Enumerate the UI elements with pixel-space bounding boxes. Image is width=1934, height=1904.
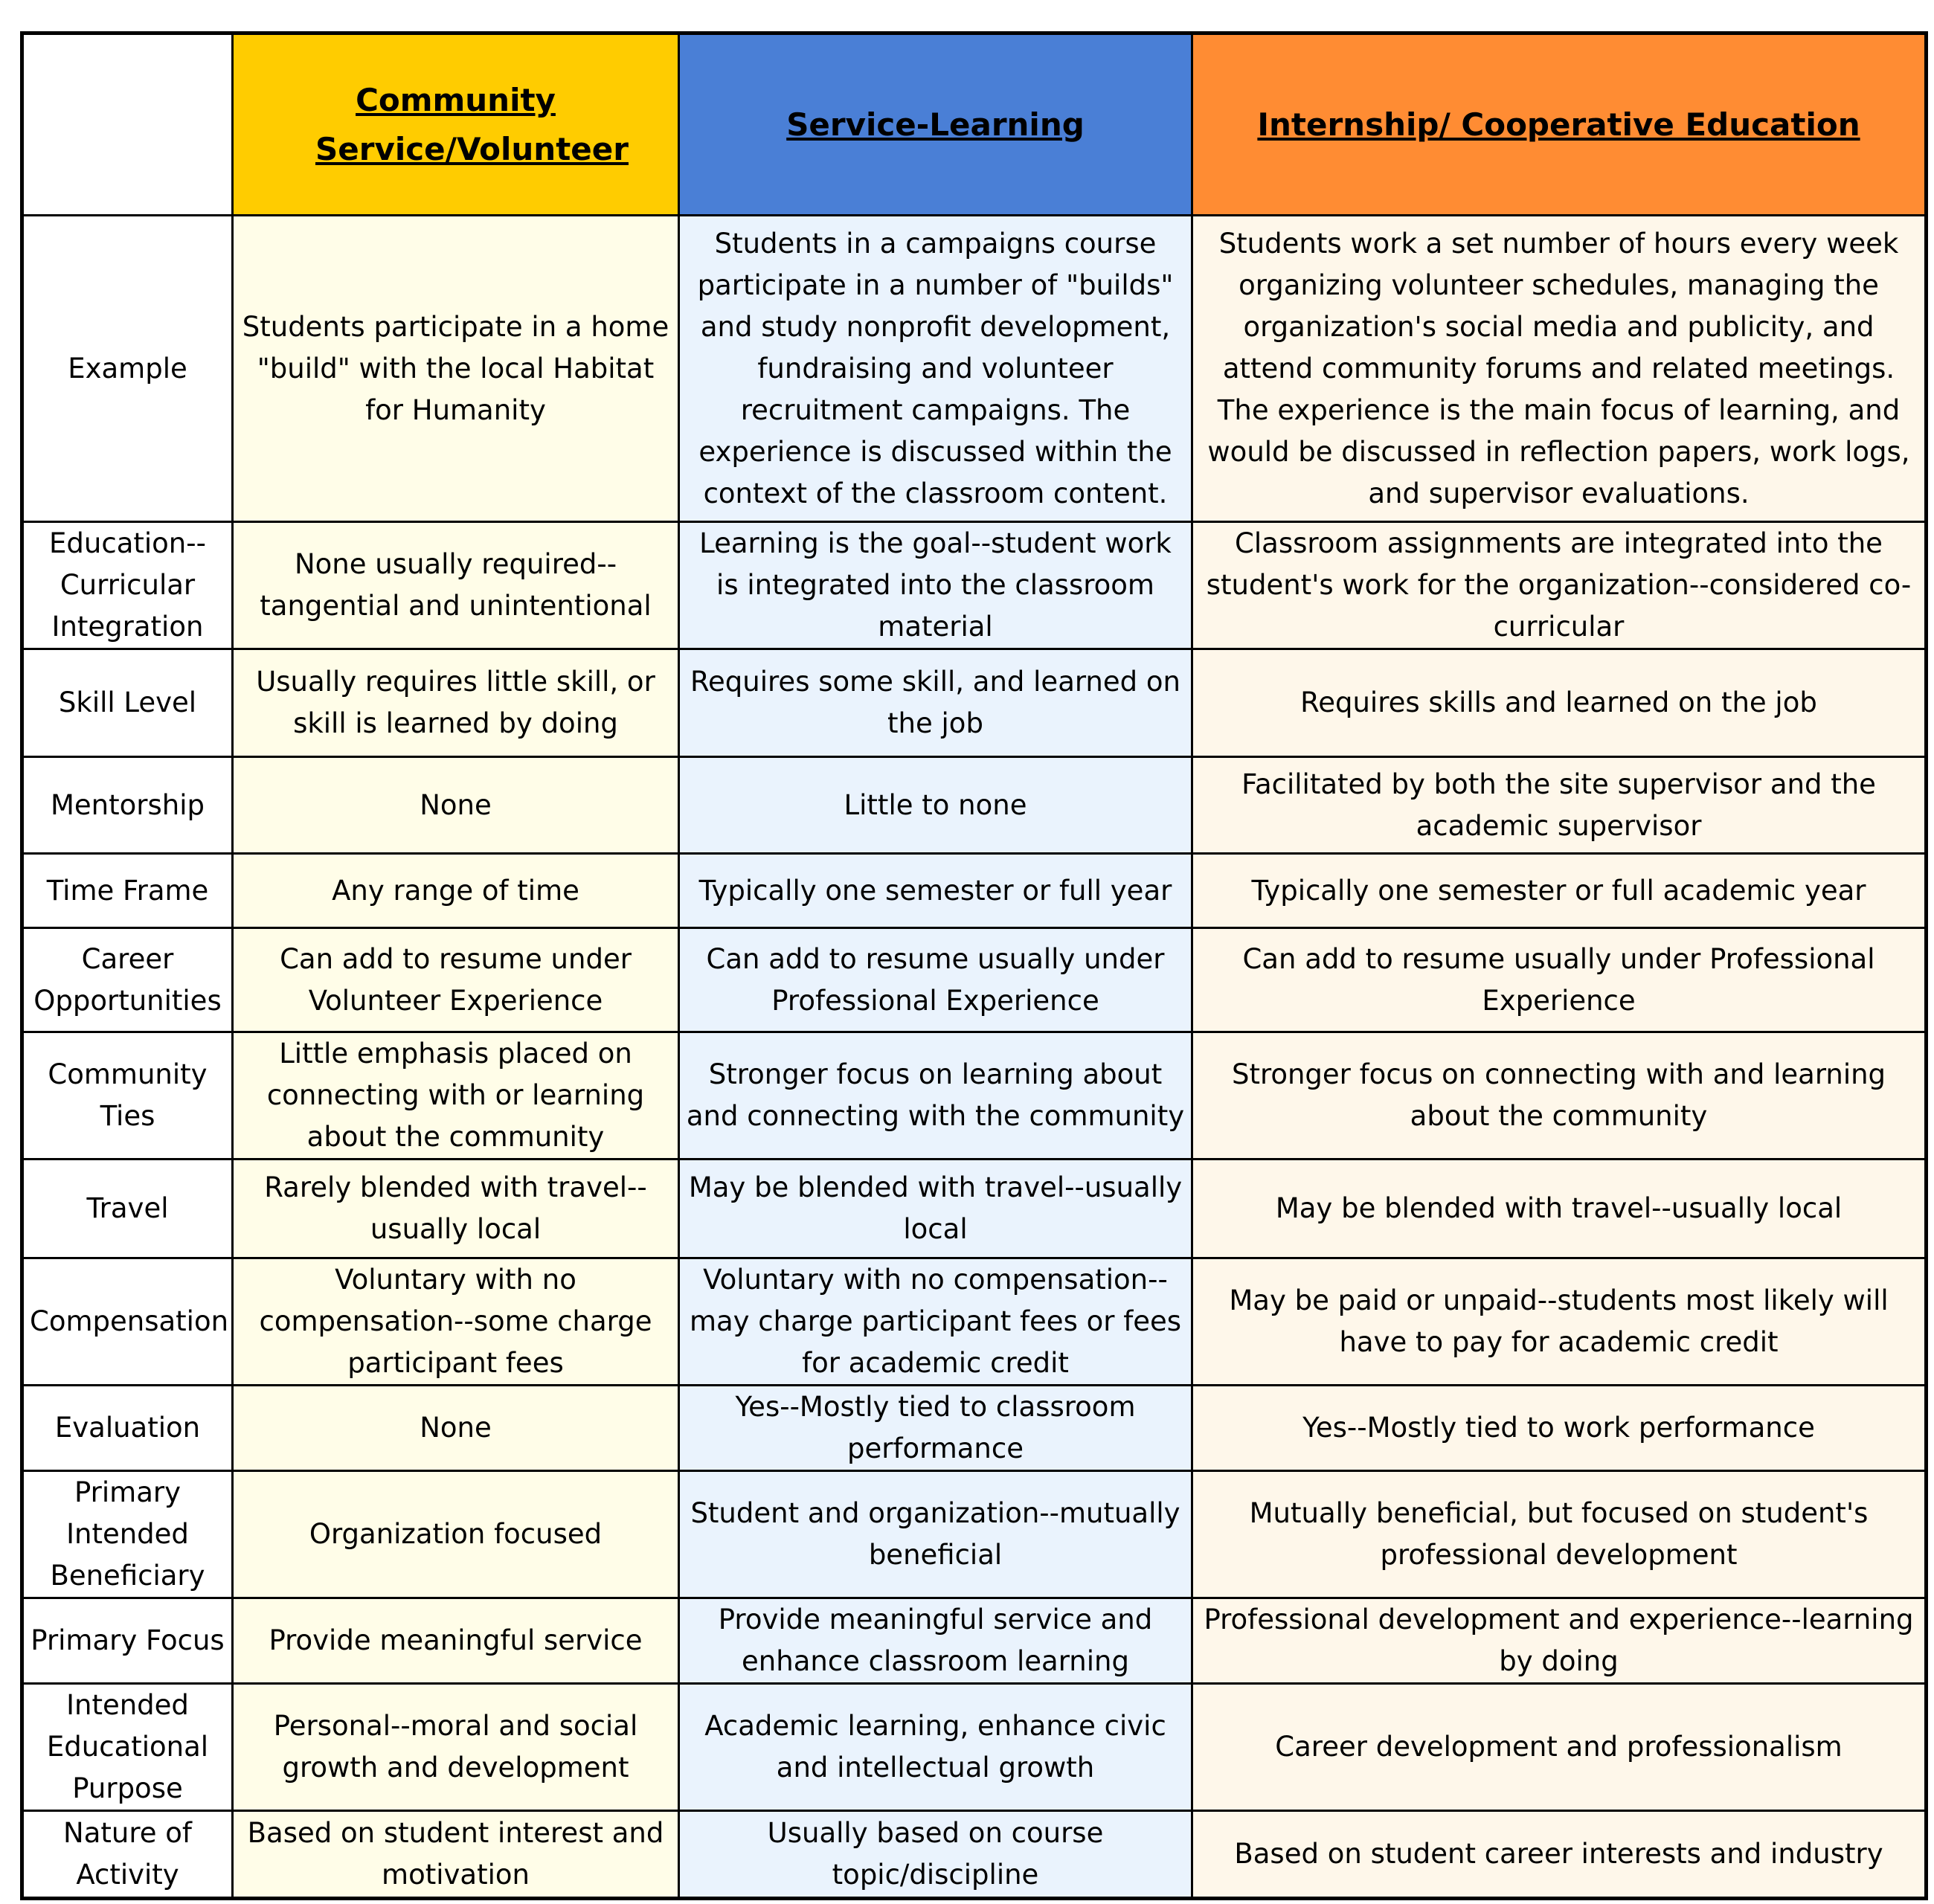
cell-service-learning: Little to none [679,757,1192,854]
cell-service-learning: Requires some skill, and learned on the job [679,649,1192,757]
row-label: Example [22,216,233,522]
cell-internship: Facilitated by both the site supervisor and the academic supervisor [1192,757,1927,854]
header-row [22,33,1927,216]
comparison-table [20,31,1928,1900]
cell-community-service: None [233,757,679,854]
row-career-opportunities [22,928,1927,1032]
row-evaluation [22,1386,1927,1471]
cell-internship: May be blended with travel--usually local [1192,1160,1927,1258]
row-time-frame [22,854,1927,928]
cell-internship: Professional development and experience--learning by doing [1192,1598,1927,1684]
row-example [22,216,1927,522]
cell-service-learning: Provide meaningful service and enhance classroom learning [679,1598,1192,1684]
cell-service-learning: Learning is the goal--student work is integrated into the classroom material [679,522,1192,649]
row-educational-purpose [22,1684,1927,1811]
cell-internship: Mutually beneficial, but focused on student's professional development [1192,1471,1927,1598]
cell-internship: Students work a set number of hours every week organizing volunteer schedules, managing the organization's social media and publicity, and attend community forums and related meetings. The experience is the main focus of learning, and would be discussed in reflection papers, work logs, and supervisor evaluations. [1192,216,1927,522]
row-label: Nature of Activity [22,1811,233,1899]
cell-internship: Typically one semester or full academic year [1192,854,1927,928]
row-primary-beneficiary [22,1471,1927,1598]
cell-service-learning: Students in a campaigns course participate in a number of "builds" and study nonprofit development, fundraising and volunteer recruitment campaigns. The experience is discussed within the context of the classroom content. [679,216,1192,522]
cell-community-service: None [233,1386,679,1471]
row-label: Primary Focus [22,1598,233,1684]
row-label: Community Ties [22,1032,233,1160]
row-compensation [22,1258,1927,1386]
cell-service-learning: Can add to resume usually under Professional Experience [679,928,1192,1032]
cell-service-learning: Voluntary with no compensation--may charge participant fees or fees for academic credit [679,1258,1192,1386]
cell-community-service: Organization focused [233,1471,679,1598]
row-curricular-integration [22,522,1927,649]
row-community-ties [22,1032,1927,1160]
row-label: Skill Level [22,649,233,757]
row-label: Primary Intended Beneficiary [22,1471,233,1598]
cell-internship: Classroom assignments are integrated into the student's work for the organization--considered co-curricular [1192,522,1927,649]
cell-community-service: Personal--moral and social growth and development [233,1684,679,1811]
cell-service-learning: Academic learning, enhance civic and intellectual growth [679,1684,1192,1811]
header-internship: Internship/ Cooperative Education [1192,33,1927,216]
corner-cell [22,33,233,216]
cell-community-service: Based on student interest and motivation [233,1811,679,1899]
row-label: Career Opportunities [22,928,233,1032]
header-service-learning: Service-Learning [679,33,1192,216]
cell-service-learning: Typically one semester or full year [679,854,1192,928]
cell-community-service: Students participate in a home "build" with the local Habitat for Humanity [233,216,679,522]
cell-service-learning: May be blended with travel--usually local [679,1160,1192,1258]
cell-community-service: None usually required--tangential and unintentional [233,522,679,649]
row-travel [22,1160,1927,1258]
row-label: Evaluation [22,1386,233,1471]
cell-internship: Based on student career interests and industry [1192,1811,1927,1899]
row-label: Mentorship [22,757,233,854]
row-label: Compensation [22,1258,233,1386]
cell-community-service: Provide meaningful service [233,1598,679,1684]
row-nature-of-activity [22,1811,1927,1899]
cell-community-service: Any range of time [233,854,679,928]
row-skill-level [22,649,1927,757]
row-label: Education--Curricular Integration [22,522,233,649]
cell-internship: May be paid or unpaid--students most likely will have to pay for academic credit [1192,1258,1927,1386]
row-label: Intended Educational Purpose [22,1684,233,1811]
cell-community-service: Voluntary with no compensation--some charge participant fees [233,1258,679,1386]
cell-internship: Career development and professionalism [1192,1684,1927,1811]
header-community-service: Community Service/Volunteer [233,33,679,216]
cell-community-service: Rarely blended with travel--usually local [233,1160,679,1258]
cell-service-learning: Stronger focus on learning about and connecting with the community [679,1032,1192,1160]
row-label: Time Frame [22,854,233,928]
cell-community-service: Usually requires little skill, or skill is learned by doing [233,649,679,757]
cell-service-learning: Student and organization--mutually beneficial [679,1471,1192,1598]
cell-internship: Requires skills and learned on the job [1192,649,1927,757]
cell-internship: Yes--Mostly tied to work performance [1192,1386,1927,1471]
cell-service-learning: Usually based on course topic/discipline [679,1811,1192,1899]
cell-internship: Can add to resume usually under Professional Experience [1192,928,1927,1032]
row-label: Travel [22,1160,233,1258]
cell-community-service: Little emphasis placed on connecting with or learning about the community [233,1032,679,1160]
row-mentorship [22,757,1927,854]
cell-community-service: Can add to resume under Volunteer Experience [233,928,679,1032]
cell-internship: Stronger focus on connecting with and learning about the community [1192,1032,1927,1160]
cell-service-learning: Yes--Mostly tied to classroom performance [679,1386,1192,1471]
row-primary-focus [22,1598,1927,1684]
